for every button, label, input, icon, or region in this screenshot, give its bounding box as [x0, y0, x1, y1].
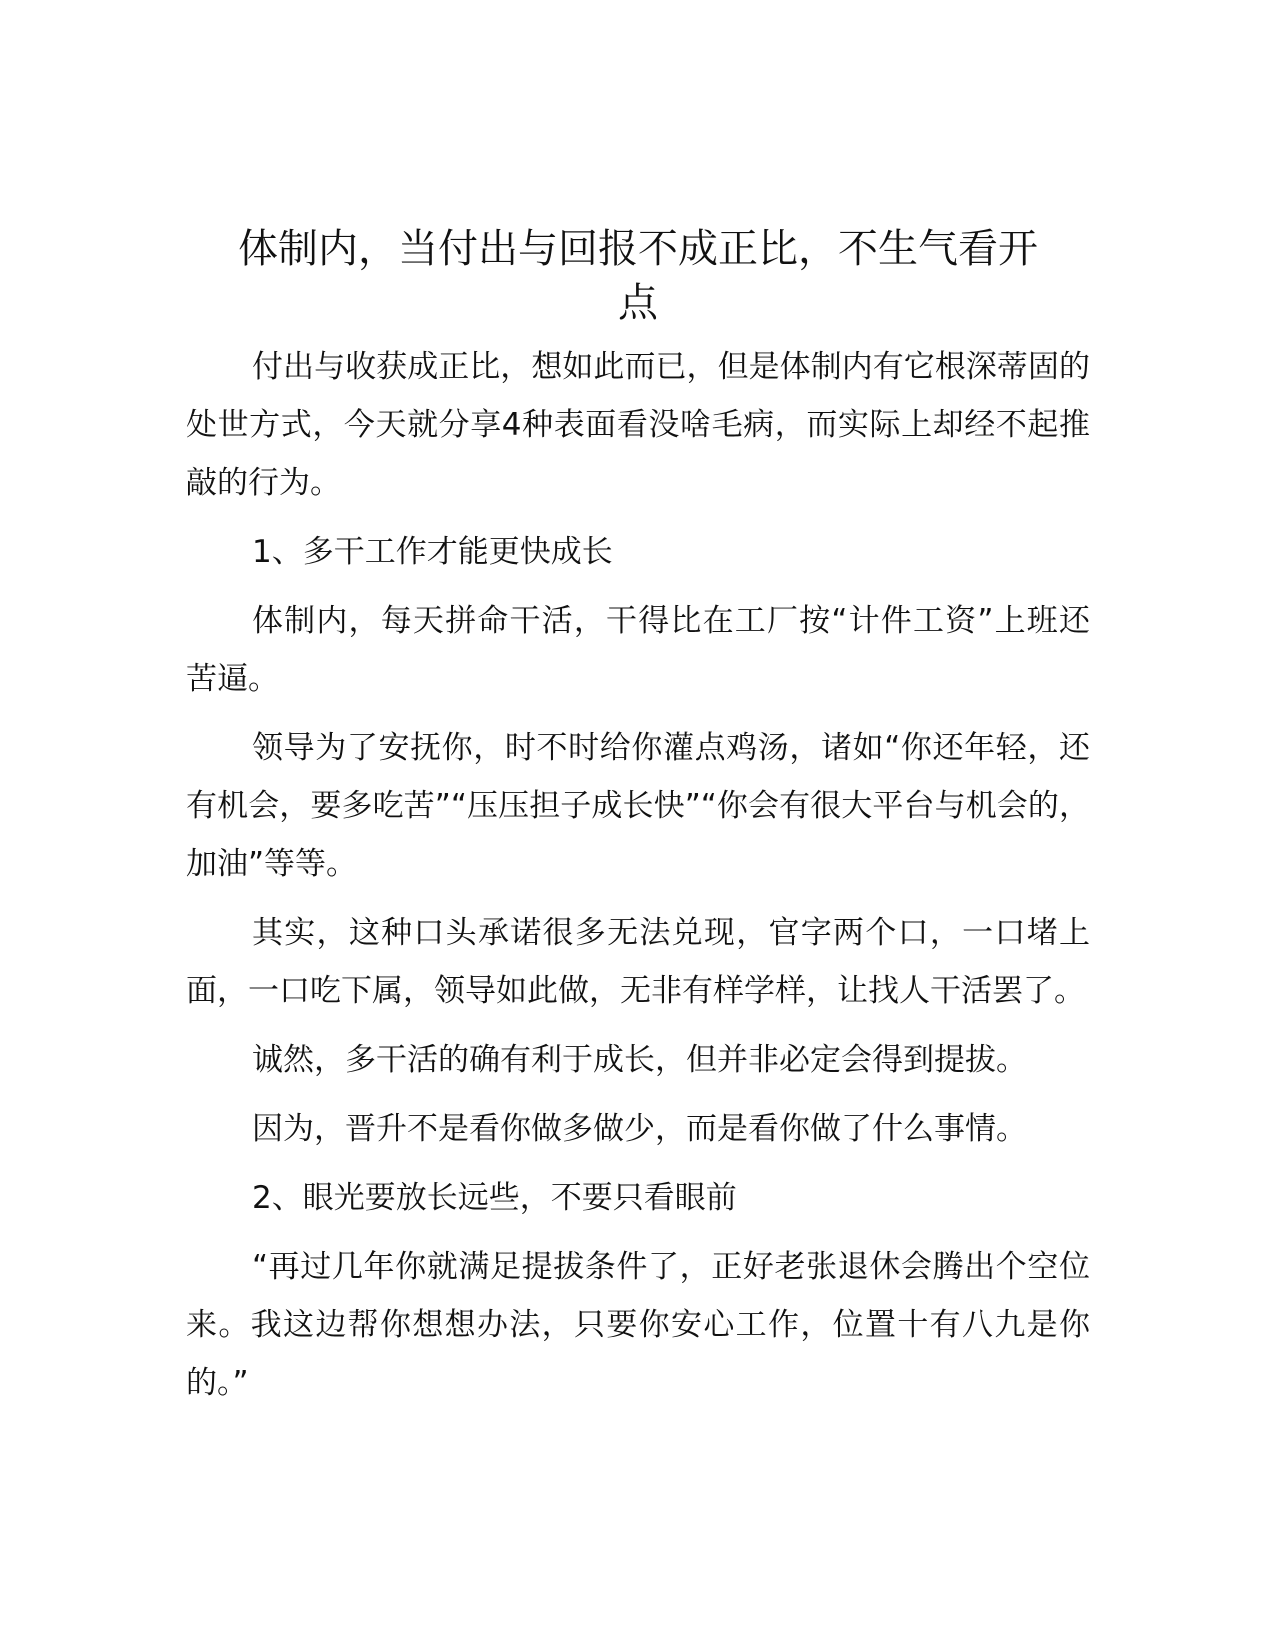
paragraph: 其实，这种口头承诺很多无法兑现，官字两个口，一口堵上面，一口吃下属，领导如此做，无非有样学样，让找人干活罢了。	[186, 915, 1090, 1009]
paragraph: 诚然，多干活的确有利于成长，但并非必定会得到提拔。	[252, 1042, 1027, 1078]
paragraph: 领导为了安抚你，时不时给你灌点鸡汤，诸如“你还年轻，还有机会，要多吃苦”“压压担子成长快”“你会有很大平台与机会的，加油”等等。	[186, 730, 1090, 882]
section-heading-1: 1、多干工作才能更快成长	[252, 534, 613, 570]
document-page	[186, 222, 1090, 1423]
paragraph: 因为，晋升不是看你做多做少，而是看你做了什么事情。	[252, 1111, 1027, 1147]
document-title	[186, 222, 1090, 330]
title-line-1: 体制内，当付出与回报不成正比，不生气看开	[238, 226, 1038, 272]
paragraph: 体制内，每天拼命干活，干得比在工厂按“计件工资”上班还苦逼。	[186, 603, 1090, 697]
document-body	[186, 338, 1090, 1412]
section-heading-2: 2、眼光要放长远些，不要只看眼前	[252, 1180, 737, 1216]
paragraph-intro: 付出与收获成正比，想如此而已，但是体制内有它根深蒂固的处世方式，今天就分享4种表面看没啥毛病，而实际上却经不起推敲的行为。	[186, 349, 1090, 501]
paragraph-quote: “再过几年你就满足提拔条件了，正好老张退休会腾出个空位来。我这边帮你想想办法，只要你安心工作，位置十有八九是你的。”	[186, 1249, 1090, 1401]
title-line-2: 点	[618, 280, 658, 326]
